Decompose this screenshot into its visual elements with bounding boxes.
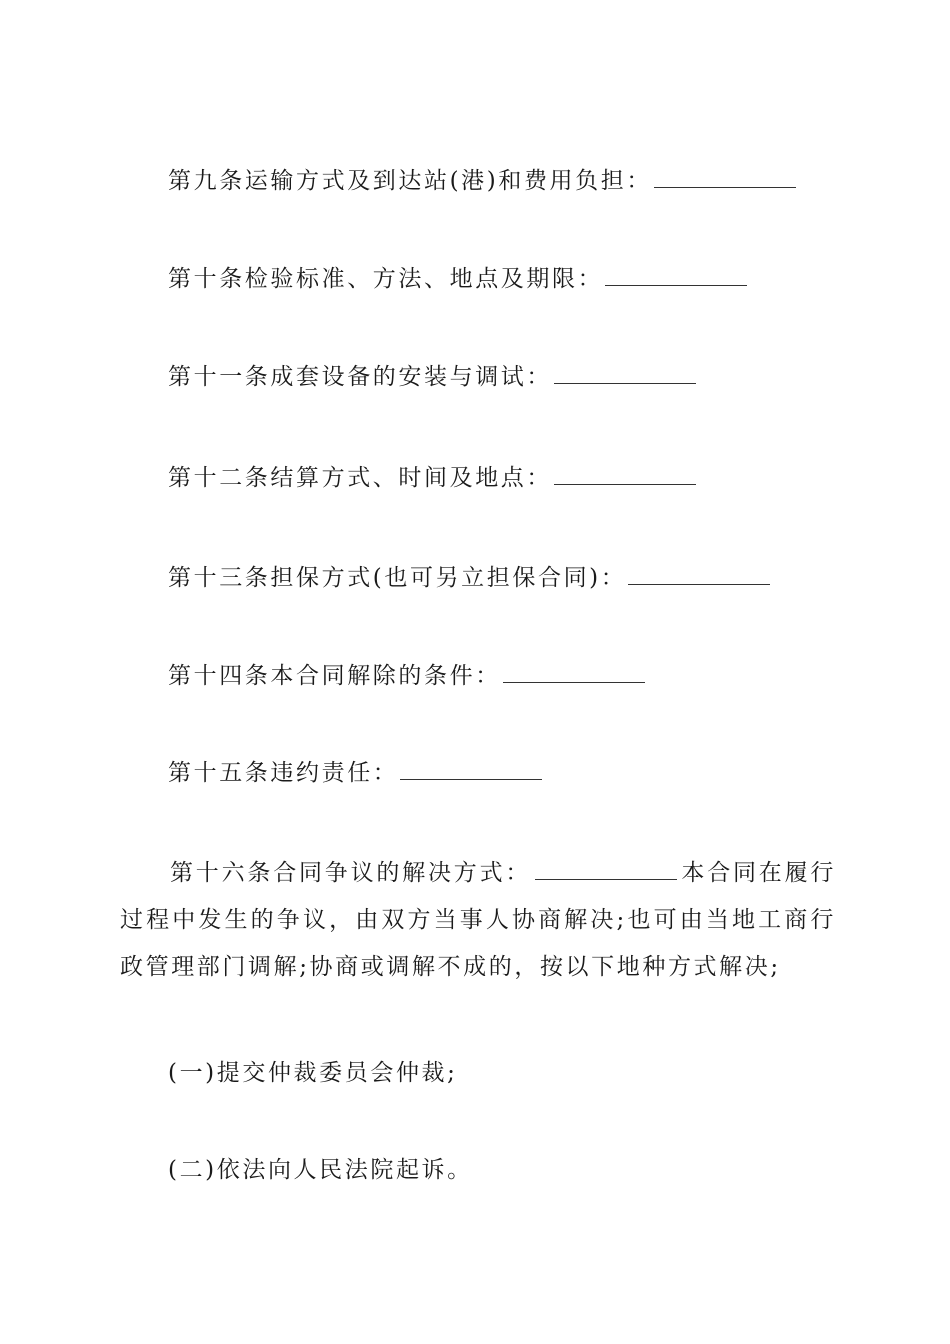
article-14: [168, 660, 647, 691]
article-10: [168, 263, 749, 294]
article-10-blank: [605, 263, 747, 286]
article-12-blank: [554, 462, 696, 485]
article-13-blank: [628, 562, 770, 585]
option-2: [168, 1155, 473, 1185]
option-1-text: (一)提交仲裁委员会仲裁;: [168, 1060, 458, 1086]
article-9: [168, 165, 798, 196]
article-14-blank: [503, 660, 645, 683]
article-13: [168, 562, 772, 593]
article-15-text: 第十五条违约责任：: [168, 760, 399, 786]
option-1: [168, 1058, 458, 1088]
article-9-text: 第九条运输方式及到达站(港)和费用负担：: [168, 168, 652, 194]
article-16-body: 本合同在履行过程中发生的争议，由双方当事人协商解决;也可由当地工商行政管理部门调解;协商或调解不成的，按以下地种方式解决;: [120, 860, 836, 980]
article-9-blank: [654, 165, 796, 188]
article-12: [168, 462, 698, 493]
article-16-paragraph: [120, 850, 836, 991]
article-14-text: 第十四条本合同解除的条件：: [168, 663, 501, 689]
article-11-text: 第十一条成套设备的安装与调试：: [168, 364, 552, 390]
article-13-text: 第十三条担保方式(也可另立担保合同)：: [168, 565, 627, 591]
article-10-text: 第十条检验标准、方法、地点及期限：: [168, 266, 604, 292]
article-12-text: 第十二条结算方式、时间及地点：: [168, 465, 552, 491]
option-2-text: (二)依法向人民法院起诉。: [168, 1157, 473, 1183]
article-15: [168, 757, 544, 788]
article-16-lead: 第十六条合同争议的解决方式：: [170, 860, 532, 886]
article-11-blank: [554, 361, 696, 384]
article-11: [168, 361, 698, 392]
article-16-blank: [535, 857, 677, 880]
article-15-blank: [400, 757, 542, 780]
